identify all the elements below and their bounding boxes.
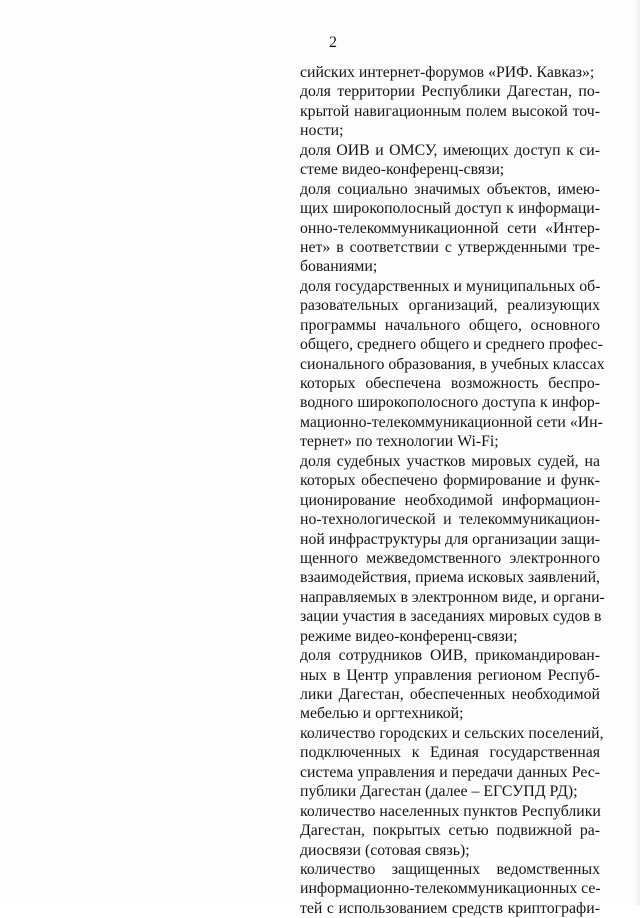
text-line: зации участия в заседаниях мировых судов в: [300, 608, 602, 626]
text-line: лики Дагестан, обеспеченных необходимой: [300, 686, 600, 703]
text-line: общего, среднего общего и среднего профес-: [300, 336, 603, 354]
text-line: доля ОИВ и ОМСУ, имеющих доступ к си-: [300, 141, 600, 159]
text-line: система управления и передачи данных Рес-: [300, 763, 600, 781]
text-line: мебелью и оргтехникой;: [300, 705, 464, 723]
page-number: 2: [329, 34, 337, 51]
text-line: взаимодействия, приема исковых заявлений,: [300, 569, 600, 587]
text-line: информационно-телекоммуникационных се-: [300, 880, 601, 898]
text-line: которых обеспечено формирование и функ-: [300, 472, 600, 490]
text-line: онно-телекоммуникационной сети «Интер-: [300, 219, 600, 237]
text-line: подключенных к Единая государственная: [300, 744, 600, 762]
text-line: щих широкополосный доступ к информаци-: [300, 200, 600, 218]
text-line: нет» в соответствии с утвержденными тре-: [300, 238, 600, 256]
text-line: режиме видео-конференц-связи;: [300, 627, 518, 645]
text-line: крытой навигационным полем высокой точ-: [300, 102, 600, 120]
text-line: диосвязи (сотовая связь);: [300, 841, 470, 859]
text-line: стеме видео-конференц-связи;: [300, 161, 505, 179]
text-line: доля территории Республики Дагестан, по-: [300, 83, 600, 101]
text-line: водного широкополосного доступа к инфор-: [300, 394, 600, 412]
text-line: тернет» по технологии Wi-Fi;: [300, 433, 499, 451]
text-line: ных в Центр управления регионом Респуб-: [300, 666, 600, 684]
text-line: бованиями;: [300, 258, 378, 276]
text-line: сийских интернет-форумов «РИФ. Кавказ»;: [300, 64, 595, 81]
scan-edge-shadow: [634, 0, 640, 905]
text-line: Дагестан, покрытых сетью подвижной ра-: [300, 822, 600, 840]
text-line: ной инфраструктуры для организации защи-: [300, 530, 601, 548]
text-line: количество городских и сельских поселений,: [300, 724, 604, 742]
text-line: доля сотрудников ОИВ, прикомандирован-: [300, 647, 600, 665]
text-line: количество населенных пунктов Республики: [300, 802, 601, 820]
text-line: которых обеспечена возможность беспро-: [300, 375, 600, 392]
text-line: но-технологической и телекоммуникацион-: [300, 511, 600, 529]
text-line: ционирование необходимой информацион-: [300, 491, 600, 509]
text-line: тей с использованием средств криптографи-: [300, 899, 600, 917]
text-line: разовательных организаций, реализующих: [300, 297, 600, 315]
text-line: ности;: [300, 122, 344, 140]
body-text-column: [300, 63, 605, 918]
text-line: доля судебных участков мировых судей, на: [300, 452, 600, 470]
text-line: доля социально значимых объектов, имею-: [300, 180, 600, 198]
text-line: направляемых в электронном виде, и органи-: [300, 588, 605, 606]
text-line: сионального образования, в учебных классах: [300, 355, 605, 373]
text-line: количество защищенных ведомственных: [300, 860, 600, 878]
text-line: программы начального общего, основного: [300, 316, 600, 334]
text-line: мационно-телекоммуникационной сети «Ин-: [300, 413, 603, 431]
text-line: публики Дагестан (далее – ЕГСУПД РД);: [300, 783, 578, 801]
text-line: доля государственных и муниципальных об-: [300, 277, 601, 295]
text-line: щенного межведомственного электронного: [300, 549, 600, 567]
